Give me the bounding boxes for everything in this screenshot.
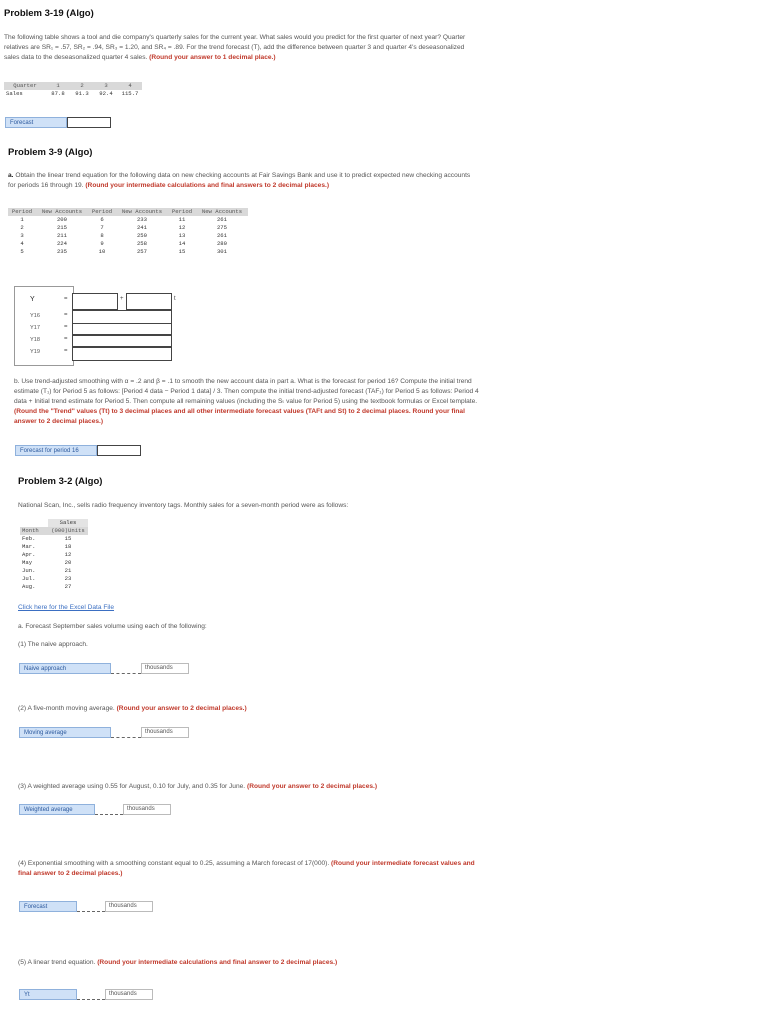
problem-3-19-title: Problem 3-19 (Algo) — [4, 8, 94, 19]
table-cell: 12 — [178, 224, 186, 231]
table-cell: 14 — [178, 240, 186, 247]
table-row — [8, 248, 248, 256]
q3-instruction: (Round your answer to 2 decimal places.) — [247, 783, 378, 790]
table-cell: 2 — [20, 224, 24, 231]
table-row — [8, 240, 248, 248]
table-cell: 235 — [56, 248, 68, 255]
table-header-quarter: Quarter — [4, 82, 46, 90]
table-row — [20, 583, 88, 591]
table-row — [8, 216, 248, 224]
table-cell: Feb. — [22, 535, 36, 542]
table-cell: 257 — [136, 248, 148, 255]
table-cell: 224 — [56, 240, 68, 247]
plus-sign: + — [120, 296, 124, 302]
table-header-cell: Period — [8, 208, 36, 216]
table-cell: 200 — [56, 216, 68, 223]
q2-moving-average-text: (2) A five-month moving average. — [18, 705, 115, 712]
excel-data-file-link[interactable]: Click here for the Excel Data File — [18, 604, 115, 611]
table-row — [20, 535, 88, 543]
table-cell: 211 — [56, 232, 68, 239]
table-header-cell: New Accounts — [196, 208, 248, 216]
y18-label: Y18 — [30, 337, 40, 343]
q5-instruction: (Round your intermediate calculations and final answer to 2 decimal places.) — [97, 959, 338, 966]
table-cell: 280 — [216, 240, 228, 247]
table-header-cell: New Accounts — [116, 208, 168, 216]
q3-weighted-average-text: (3) A weighted average using 0.55 for August, 0.10 for July, and 0.35 for June. — [18, 783, 246, 790]
table-row — [4, 82, 142, 90]
y16-input[interactable] — [72, 310, 172, 324]
table-cell: 115.7 — [121, 90, 139, 97]
problem-3-19-body — [4, 33, 474, 63]
table-cell: 91.3 — [75, 90, 89, 97]
table-header-cell: 3 — [94, 82, 118, 90]
table-cell: 4 — [20, 240, 24, 247]
forecast-input[interactable] — [67, 117, 111, 128]
y16-label: Y16 — [30, 313, 40, 319]
table-header-cell: Period — [168, 208, 196, 216]
naive-approach-input[interactable] — [111, 663, 141, 674]
table-cell: 8 — [100, 232, 104, 239]
table-cell: 215 — [56, 224, 68, 231]
table-cell: 21 — [64, 567, 72, 574]
problem-3-9-part-b — [14, 377, 480, 427]
unit-thousands: thousands — [141, 727, 189, 738]
forecast-label: Forecast — [5, 117, 67, 128]
table-row — [4, 90, 142, 98]
part-b-text: b. Use trend-adjusted smoothing with α = .2 and β = .1 to smooth the new account data in part a. What is the forecast for period 16? Compute the initial trend estimate (T₁) for Period 5 as follows: [Period 4 data − Period 1 data] / 3. Then compute the initial trend-adjusted forecast (TAF₁) for Period 5 as follows: Period 4 data + Initial trend estimate for Period 5. Then compute all remaining values (including the Sₜ value for Period 5) using the textbook formulas or Excel template. — [14, 378, 479, 405]
table-cell: 18 — [64, 543, 72, 550]
table-row — [8, 232, 248, 240]
q4-exponential-text: (4) Exponential smoothing with a smoothing constant equal to 0.25, assuming a March forecast of 17(000). — [18, 860, 330, 867]
table-cell: 258 — [136, 240, 148, 247]
moving-average-input[interactable] — [111, 727, 141, 738]
naive-approach-label: Naive approach — [19, 663, 111, 674]
table-header-cell: 2 — [70, 82, 94, 90]
quarterly-sales-table — [4, 82, 142, 98]
monthly-sales-table — [20, 519, 88, 591]
table-header-cell: New Accounts — [36, 208, 88, 216]
equals-sign: = — [64, 312, 68, 318]
unit-thousands: thousands — [141, 663, 189, 674]
problem-3-2-intro: National Scan, Inc., sells radio frequency inventory tags. Monthly sales for a seven-month period were as follows: — [18, 502, 349, 509]
exponential-forecast-input[interactable] — [77, 901, 105, 912]
equals-sign: = — [64, 348, 68, 354]
table-cell: May — [22, 559, 33, 566]
table-row — [20, 567, 88, 575]
table-cell: 275 — [216, 224, 228, 231]
table-row — [20, 543, 88, 551]
q1-naive-text: (1) The naive approach. — [18, 641, 88, 648]
problem-3-19-text: The following table shows a tool and die company's quarterly sales for the current year. What sales would you predict for the first quarter of next year? Quarter relatives are SR₁ = .57, SR₂ = .94, SR₃ = 1.20, and SR₄ = .89. For the trend forecast (T), add the difference between quarter 3 and quarter 4's deseasonalized sales data to the deseasonalized quarter 4 sales. — [4, 34, 466, 61]
q4-text — [18, 859, 488, 879]
table-header-units: (000)Units — [48, 527, 88, 535]
table-cell: 261 — [216, 216, 228, 223]
part-b-instruction: (Round the "Trend" values (Tt) to 3 decimal places and all other intermediate forecast values (TAFt and St) to 2 decimal places. Round your final answer to 2 decimal places.) — [14, 408, 465, 425]
y17-input[interactable] — [72, 323, 172, 335]
table-row — [20, 575, 88, 583]
table-label-sales: Sales — [6, 90, 23, 97]
table-cell: 92.4 — [99, 90, 113, 97]
part-a-prefix: a. — [8, 172, 14, 179]
yt-label: Yt — [19, 989, 77, 1000]
table-cell: 241 — [136, 224, 148, 231]
moving-average-label: Moving average — [19, 727, 111, 738]
equals-sign: = — [64, 336, 68, 342]
table-header-cell: Period — [88, 208, 116, 216]
table-row — [20, 559, 88, 567]
table-cell: 5 — [20, 248, 24, 255]
table-row — [8, 224, 248, 232]
q3-text — [18, 782, 377, 792]
table-cell: 11 — [178, 216, 186, 223]
q2-instruction: (Round your answer to 2 decimal places.) — [116, 705, 247, 712]
slope-input[interactable] — [126, 293, 172, 310]
table-cell: 87.8 — [51, 90, 65, 97]
table-cell: 9 — [100, 240, 104, 247]
table-cell: 20 — [64, 559, 72, 566]
q5-linear-trend-text: (5) A linear trend equation. — [18, 959, 96, 966]
unit-thousands: thousands — [105, 901, 153, 912]
equals-sign: = — [64, 324, 68, 330]
table-cell: Jul. — [22, 575, 36, 582]
table-cell: 13 — [178, 232, 186, 239]
table-cell: 233 — [136, 216, 148, 223]
table-cell: Apr. — [22, 551, 36, 558]
y18-input[interactable] — [72, 335, 172, 347]
table-row — [20, 551, 88, 559]
table-cell: 301 — [216, 248, 228, 255]
table-row — [20, 527, 88, 535]
table-cell: Mar. — [22, 543, 36, 550]
table-cell: 3 — [20, 232, 24, 239]
y17-label: Y17 — [30, 325, 40, 331]
table-cell: 1 — [20, 216, 24, 223]
table-header-month: Month — [20, 527, 48, 535]
new-accounts-table — [8, 208, 248, 256]
intercept-input[interactable] — [72, 293, 118, 310]
q5-text — [18, 958, 337, 968]
y19-label: Y19 — [30, 349, 40, 355]
weighted-average-input[interactable] — [95, 804, 123, 815]
y19-input[interactable] — [72, 347, 172, 361]
table-cell: 27 — [64, 583, 72, 590]
part-a-text: Obtain the linear trend equation for the following data on new checking accounts at Fair Savings Bank and use it to predict expected new checking accounts for periods 16 through 19. — [8, 172, 471, 189]
linear-trend-input[interactable] — [77, 989, 105, 1000]
equals-sign: = — [64, 296, 68, 302]
problem-3-19-instruction: (Round your answer to 1 decimal place.) — [149, 54, 276, 61]
table-cell: 10 — [98, 248, 106, 255]
table-row — [20, 519, 88, 527]
problem-3-9-part-a — [8, 171, 478, 191]
weighted-average-label: Weighted average — [19, 804, 95, 815]
table-header-cell: 4 — [118, 82, 142, 90]
q2-text — [18, 704, 247, 714]
forecast-period-16-input[interactable] — [97, 445, 141, 456]
forecast-label: Forecast — [19, 901, 77, 912]
table-cell: 261 — [216, 232, 228, 239]
table-cell: 6 — [100, 216, 104, 223]
table-header-sales: Sales — [48, 519, 88, 527]
table-cell: 7 — [100, 224, 104, 231]
part-a-instruction: (Round your intermediate calculations and final answers to 2 decimal places.) — [85, 182, 330, 189]
forecast-period-16-label: Forecast for period 16 — [15, 445, 97, 456]
table-cell: Aug. — [22, 583, 36, 590]
unit-thousands: thousands — [123, 804, 171, 815]
q4-instruction: (Round your intermediate forecast values and final answer to 2 decimal places.) — [18, 860, 475, 877]
unit-thousands: thousands — [105, 989, 153, 1000]
table-cell: 15 — [178, 248, 186, 255]
table-cell: 250 — [136, 232, 148, 239]
table-header-cell: 1 — [46, 82, 70, 90]
t-label: t — [174, 296, 176, 302]
problem-3-2-title: Problem 3-2 (Algo) — [18, 476, 103, 487]
table-cell: 23 — [64, 575, 72, 582]
part-a-prompt: a. Forecast September sales volume using each of the following: — [18, 623, 207, 630]
table-row — [8, 208, 248, 216]
y-label: Y — [30, 296, 35, 303]
table-cell: Jun. — [22, 567, 36, 574]
table-cell: 15 — [64, 535, 72, 542]
problem-3-9-title: Problem 3-9 (Algo) — [8, 147, 93, 158]
table-cell: 12 — [64, 551, 72, 558]
